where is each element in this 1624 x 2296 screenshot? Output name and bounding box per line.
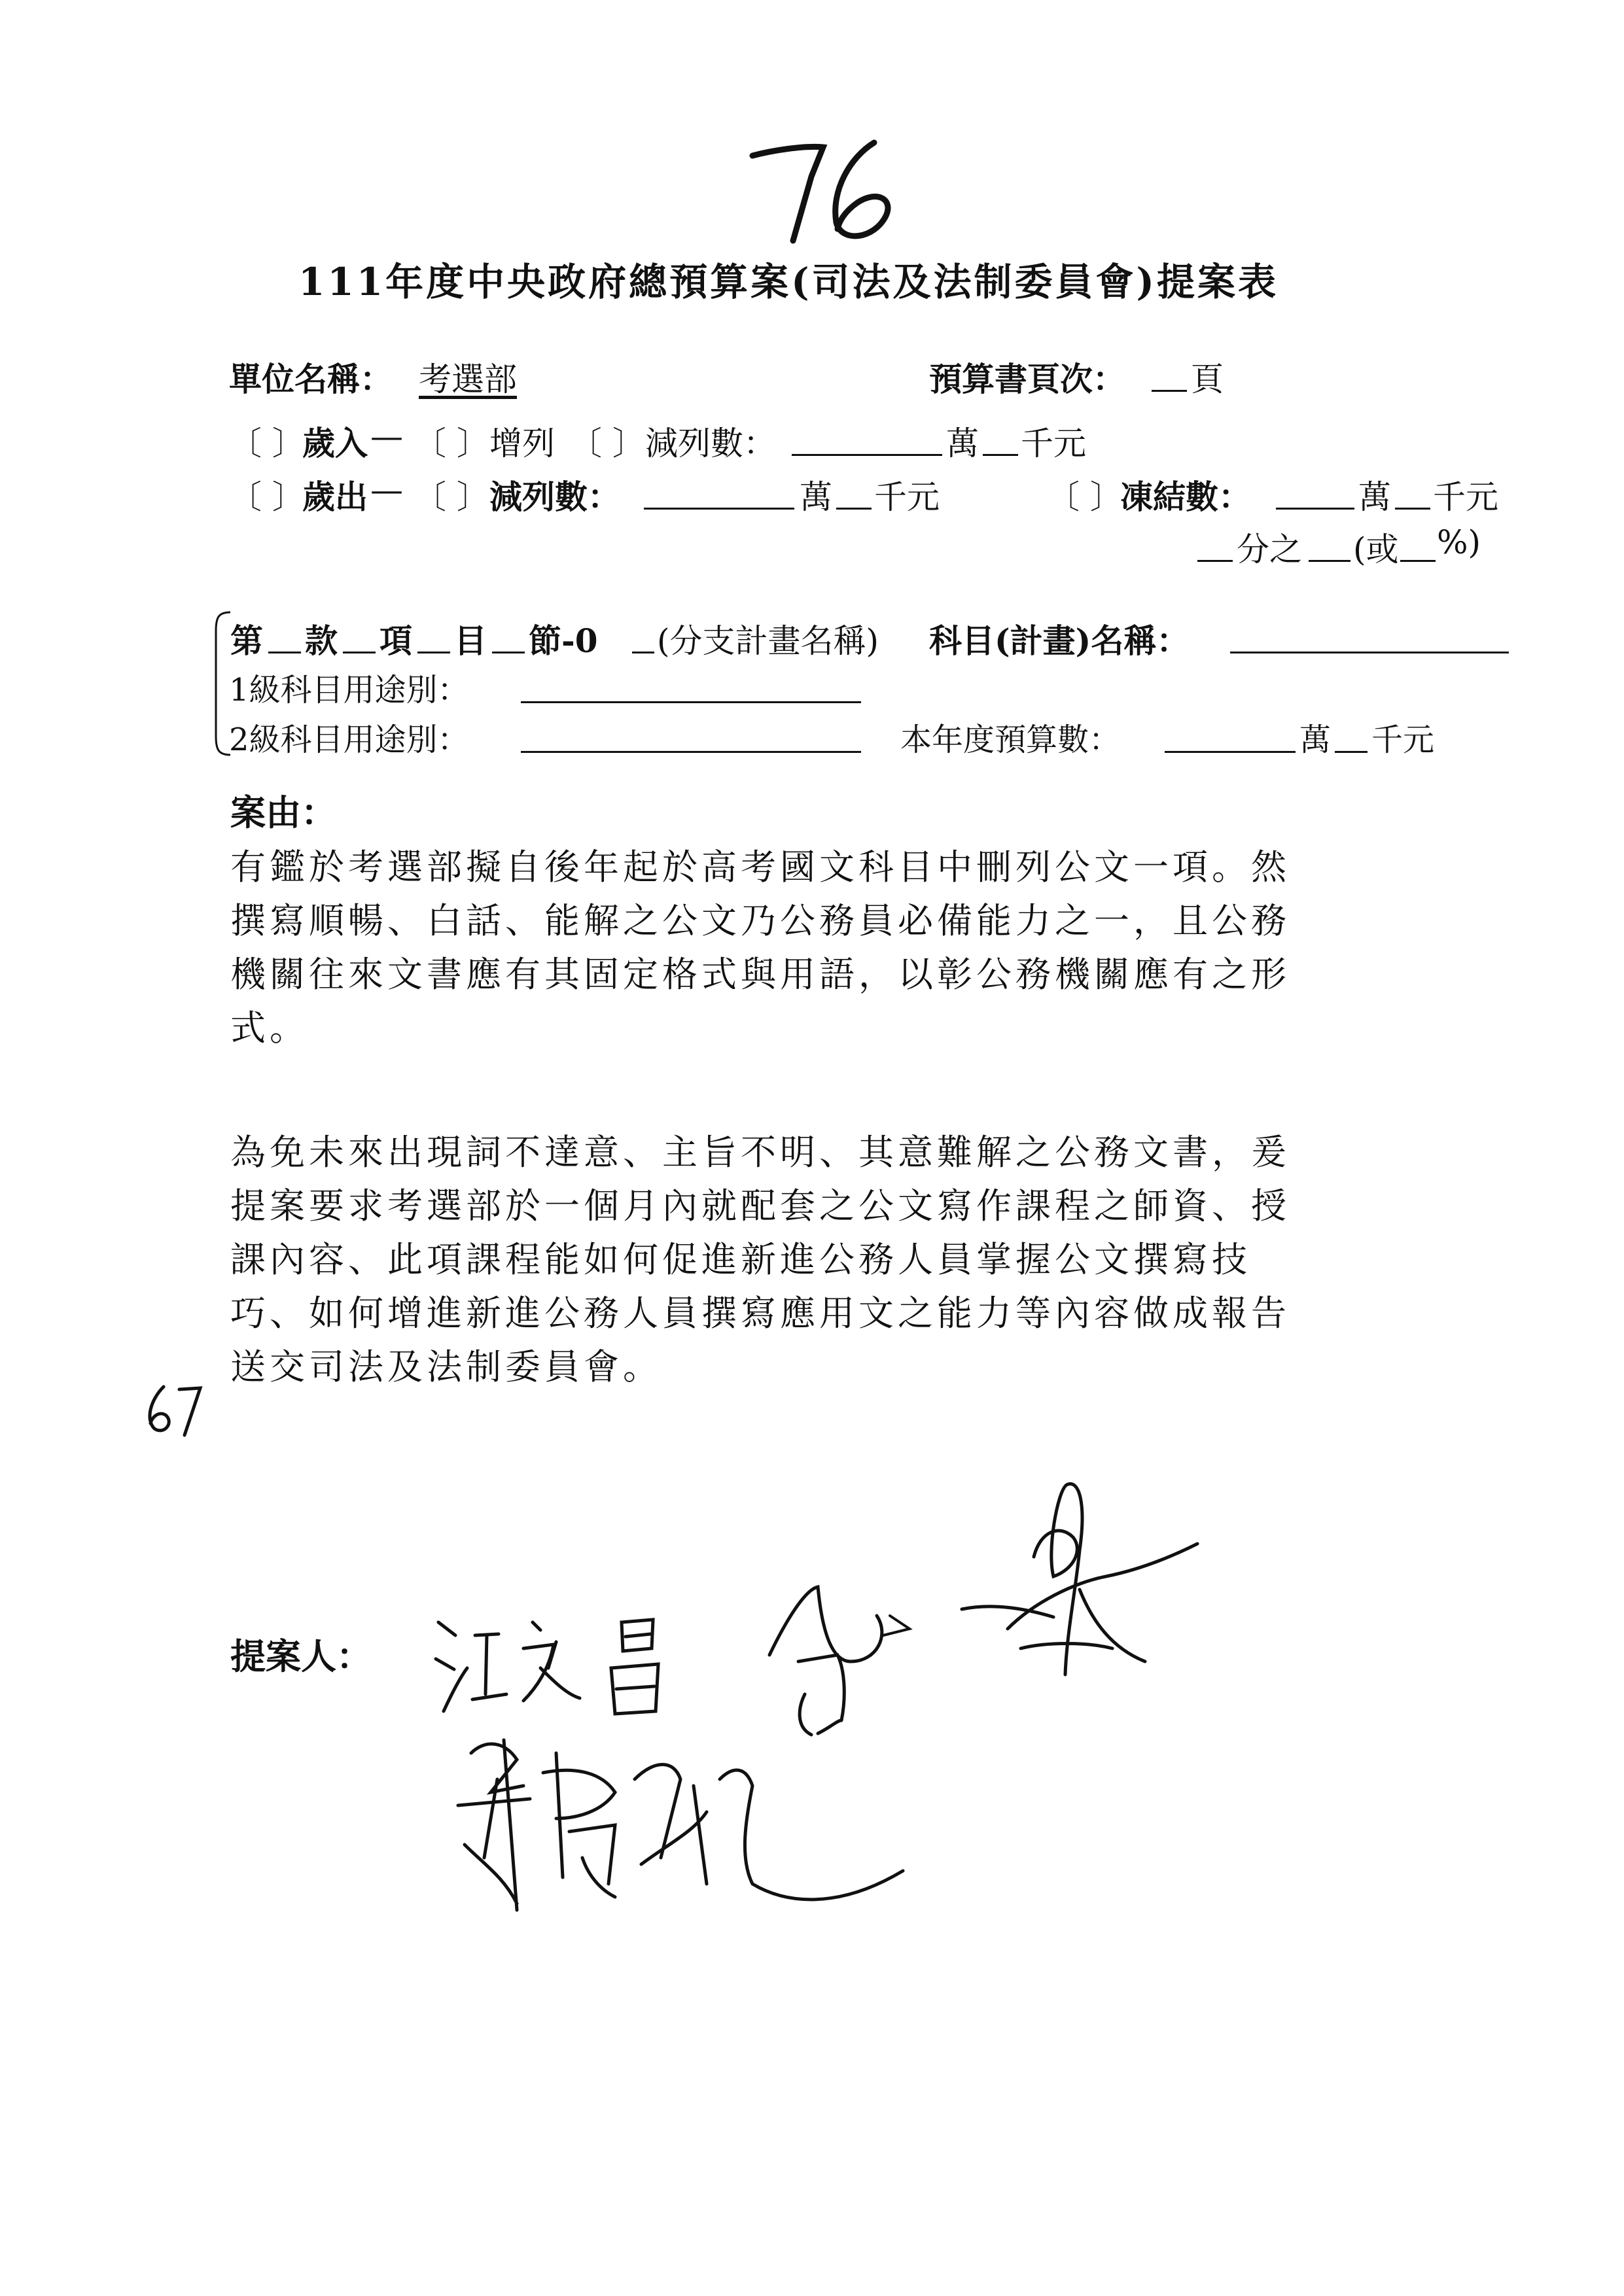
signature-4 bbox=[445, 1714, 916, 1923]
freeze-label: 凍結數： bbox=[1120, 478, 1251, 516]
reason-line: 機關往來文書應有其固定格式與用語，以彰公務機關應有之形 bbox=[230, 954, 1290, 995]
expenditure-reduce-label: 減列數： bbox=[489, 478, 620, 516]
percent-prefix: (或 bbox=[1353, 531, 1399, 568]
page-title: 111年度中央政府總預算案(司法及法制委員會)提案表 bbox=[298, 260, 1279, 304]
item-kuan: 款 bbox=[305, 621, 338, 660]
revenue-amount-blank bbox=[792, 454, 942, 456]
budget-page-suffix: 頁 bbox=[1191, 360, 1224, 398]
freeze-qianyuan: 千元 bbox=[1433, 478, 1498, 516]
reason-heading: 案由： bbox=[230, 791, 336, 833]
unit-label: 單位名稱： bbox=[229, 360, 393, 398]
budget-page-label: 預算書頁次： bbox=[929, 360, 1125, 398]
reason-line: 式。 bbox=[230, 1007, 309, 1049]
revenue-dash: — bbox=[370, 417, 403, 455]
budget-page-blank bbox=[1152, 390, 1187, 392]
item-subject-label: 科目(計畫)名稱： bbox=[929, 621, 1190, 660]
reason-line: 提案要求考選部於一個月內就配套之公文寫作課程之師資、授 bbox=[230, 1185, 1290, 1226]
level1-label: 1級科目用途別： bbox=[229, 672, 469, 708]
item-di: 第 bbox=[230, 621, 263, 660]
item-di-blank bbox=[268, 652, 301, 653]
annual-budget-qian-blank bbox=[1335, 751, 1368, 753]
reason-line: 課內容、此項課程能如何促進新進公務人員掌握公文撰寫技 bbox=[230, 1239, 1251, 1280]
fraction-numerator-blank bbox=[1309, 560, 1350, 562]
expenditure-amount-blank bbox=[644, 508, 794, 510]
reason-line: 巧、如何增進新進公務人員撰寫應用文之能力等內容做成報告 bbox=[230, 1293, 1290, 1334]
fraction-denominator-blank bbox=[1197, 560, 1233, 562]
revenue-add-checkbox: 〔 〕 bbox=[414, 425, 489, 462]
handwritten-margin-number bbox=[137, 1380, 209, 1439]
fraction-label: 分之 bbox=[1237, 531, 1302, 568]
item-jie-blank bbox=[632, 652, 654, 653]
annual-budget-label: 本年度預算數： bbox=[900, 722, 1121, 758]
item-branch-plan: (分支計畫名稱) bbox=[657, 622, 879, 660]
revenue-reduce-label: 減列數： bbox=[645, 425, 776, 462]
expenditure-wan: 萬 bbox=[800, 478, 832, 516]
proposer-label: 提案人： bbox=[230, 1635, 372, 1677]
expenditure-qian-blank bbox=[836, 508, 872, 510]
percent-blank bbox=[1400, 560, 1436, 562]
item-jie: 節-0 bbox=[529, 621, 598, 660]
unit-value: 考選部 bbox=[419, 360, 517, 398]
signature-1 bbox=[425, 1596, 720, 1727]
expenditure-dash: — bbox=[370, 471, 403, 509]
freeze-wan: 萬 bbox=[1358, 478, 1391, 516]
item-xiang-blank bbox=[417, 652, 450, 653]
expenditure-checkbox: 〔 〕 bbox=[229, 478, 305, 516]
expenditure-qianyuan: 千元 bbox=[874, 478, 940, 516]
revenue-reduce-checkbox: 〔 〕 bbox=[569, 425, 645, 462]
revenue-add-label: 增列 bbox=[489, 425, 555, 462]
freeze-qian-blank bbox=[1395, 508, 1430, 510]
revenue-label: 歲入 bbox=[302, 424, 368, 462]
level2-blank bbox=[521, 751, 861, 753]
percent-suffix: %) bbox=[1437, 523, 1481, 561]
reason-line: 有鑑於考選部擬自後年起於高考國文科目中刪列公文一項。然 bbox=[230, 846, 1290, 888]
freeze-amount-blank bbox=[1276, 508, 1354, 510]
item-subject-blank bbox=[1230, 652, 1509, 653]
level1-blank bbox=[521, 701, 861, 703]
reason-line: 撰寫順暢、白話、能解之公文乃公務員必備能力之一，且公務 bbox=[230, 900, 1290, 941]
revenue-qian-blank bbox=[983, 454, 1018, 456]
annual-budget-wan: 萬 bbox=[1299, 722, 1332, 758]
item-mu-blank bbox=[492, 652, 525, 653]
freeze-checkbox: 〔 〕 bbox=[1047, 478, 1123, 516]
level2-label: 2級科目用途別： bbox=[229, 722, 469, 758]
revenue-wan: 萬 bbox=[946, 425, 979, 462]
revenue-checkbox: 〔 〕 bbox=[229, 425, 305, 462]
annual-budget-qianyuan: 千元 bbox=[1371, 722, 1435, 758]
item-xiang: 項 bbox=[380, 621, 412, 660]
revenue-qianyuan: 千元 bbox=[1021, 425, 1086, 462]
handwritten-page-number bbox=[746, 131, 903, 249]
reason-line: 為免未來出現詞不達意、主旨不明、其意難解之公務文書，爰 bbox=[230, 1132, 1290, 1173]
expenditure-label: 歲出 bbox=[302, 478, 368, 516]
item-kuan-blank bbox=[343, 652, 376, 653]
reason-line: 送交司法及法制委員會。 bbox=[230, 1346, 662, 1387]
item-mu: 目 bbox=[454, 621, 487, 660]
signature-3 bbox=[955, 1478, 1204, 1694]
annual-budget-blank bbox=[1165, 751, 1296, 753]
expenditure-reduce-checkbox: 〔 〕 bbox=[414, 478, 489, 516]
